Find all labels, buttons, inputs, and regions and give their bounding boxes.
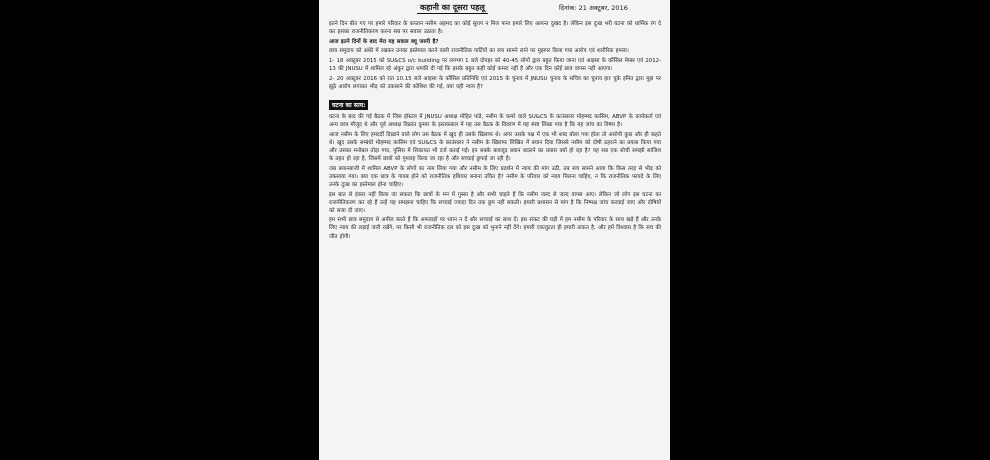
intro-paragraph: इतने दिन बीत गए पर हमारे परिवार के कप्तान नसीम अहमद का कोई सुराग न मिल पाना हमारे लिए अत्यन्त दुखद है। लेकिन इस दुःख भरी घटना को धार्मिक रंग दे कर इसका राजनीतिकरण करना सब पर सवाल उठाता है। — [329, 21, 661, 36]
document-header — [319, 2, 670, 14]
main-paragraph: इस बात से इंकार नहीं किया जा सकता कि छात्रों के मन में गुस्सा है और सभी चाहते हैं कि नसीम जल्द से जल्द वापस आए। लेकिन जो लोग इस घटना का राजनीतिकरण कर रहे हैं उन्हें यह समझना चाहिए कि सच्चाई ज्यादा दिन तक छुप नहीं सकती। हमारी प्रशासन से मांग है कि निष्पक्ष जांच करवाई जाए और दोषियों को सजा दी जाए। — [329, 191, 661, 214]
numbered-point-1: 1- 18 अक्टूबर 2015 को SU&CS o/c building पर लगभग 1 बजे दोपहर को 40-45 लोगों द्वारा बहुत किया जाना एवं आइसा के कौंसिल मेम्बर एवं 2012-13 की JNUSU में शामिल रहे अंकुर द्वारा धमकी दी गई कि इसके बहुत कहीं कोई कमरा नहीं है और एक दिन कोई छात्र वापस नहीं आएगा। — [329, 57, 661, 72]
main-paragraph: हम सभी छात्र समुदाय से अपील करते हैं कि अफवाहों पर ध्यान न दें और सच्चाई का साथ दें। इस संकट की घड़ी में हम नसीम के परिवार के साथ खड़े हैं और उनके लिए न्याय की लड़ाई जारी रखेंगे, पर किसी भी राजनीतिक दल को इस दुःख को भुनाने नहीं देंगे। हमारी एकजुटता ही हमारी ताकत है, और हमें विश्वास है कि सच की जीत होगी। — [329, 217, 661, 240]
section-heading: घटना का सत्य: — [329, 100, 368, 110]
document-date: दिनांक: 21 अक्टूबर, 2016 — [559, 4, 628, 12]
document-body — [329, 20, 661, 242]
allegation-paragraph: छात्र समुदाय को अंधेरे में रखकर उनका इस्तेमाल करने वाली राजनीतिक पार्टियों का सच सामने लाने पर मुझपर किया गया आरोप एवं शारीरिक हमला। — [329, 48, 629, 55]
document-title: कहानी का दूसरा पहलू — [417, 2, 488, 14]
main-paragraph: आज नसीम के लिए हमदर्दी दिखाने वाले लोग उस बैठक में खुद ही उसके खिलाफ थे। अगर उसके पक्ष में एक भी शब्द बोला गया होता तो आरोपी कुछ और ही कहते थे। खुद उसके सम्बंधी मोहम्मद कासिम एवं SU&CS के काउंसलर ने नसीम के खिलाफ लिखित में बयान दिया जिससे नसीम को दोषी ठहराने का प्रयास किया गया और उसका मनोबल तोड़ा गया, पुलिस में शिकायत भी दर्ज कराई गई। इन सबके बावजूद बयान बदलने का प्रयास क्यों हो रहा है? यह सब एक सोची समझी साजिश के तहत हो रहा है, जिसमें छात्रों को गुमराह किया जा रहा है और सच्चाई छुपाई जा रही है। — [329, 131, 661, 163]
document-page — [319, 0, 670, 460]
main-paragraph: जब बयानबाजी में शामिल ABVP के लोगों का नाम लिया गया और नसीम के लिए प्रदर्शन में न्याय की मांग उठी, तब सच सामने आया कि किस तरह से भीड़ को उकसाया गया। क्या एक छात्र के गायब होने को राजनीतिक हथियार बनाना उचित है? नसीम के परिवार को न्याय मिलना चाहिए, न कि राजनीतिक फायदे के लिए उनके दुःख का इस्तेमाल होना चाहिए। — [329, 165, 661, 188]
numbered-point-2: 2- 20 अक्टूबर 2016 को रात 10.15 बजे आइसा के कौंसिल प्रतिनिधि एवं 2015 के चुनाव में JNUSU चुनाव के सचिव का चुनाव हार चुके इमित द्वारा मुझ पर झूठे आरोप लगाकर भीड़ को उकसाने की कोशिश की गई, क्या यही न्याय है? — [329, 75, 661, 90]
main-paragraph: घटना के बाद की गई बैठक में जिस हॉस्टल में JNUSU अध्यक्ष मोहित पांडे, नसीम के कमरे वाले SU&CS के काउंसलर मोहम्मद कासिम, ABVP के कार्यकर्ता एवं अन्य छात्र मौजूद थे और पूर्व अध्यक्ष विक्रांत कुमार के इस्तकबाल में यह उस बैठक के विवरण में यह स्पष्ट लिखा गया है कि यह जांच का विषय है। — [329, 114, 661, 129]
question-line: आज इतने दिनों के बाद मेरा यह सवाल क्यू जरुरी है? — [329, 38, 439, 45]
